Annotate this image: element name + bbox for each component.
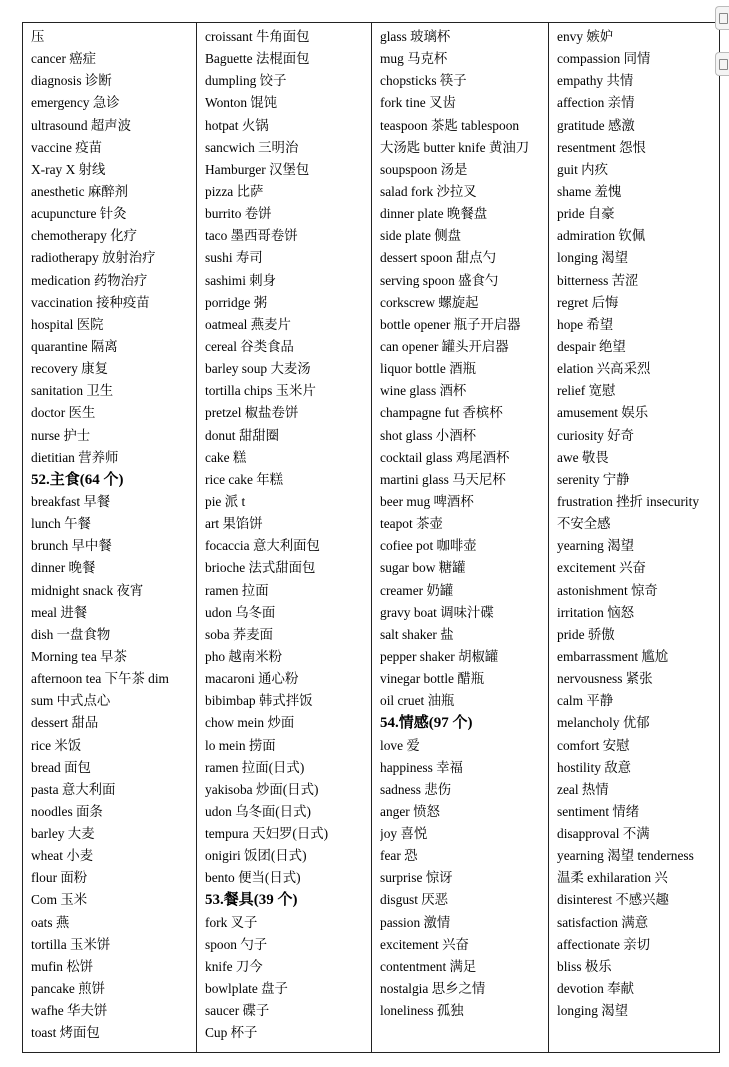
vocab-entry: gravy boat 调味汁碟 xyxy=(380,604,494,620)
vocab-entry: radiotherapy 放射治疗 xyxy=(31,250,156,266)
vocab-entry: donut 甜甜圈 xyxy=(205,427,280,443)
vocab-entry: satisfaction 满意 xyxy=(557,914,649,930)
vocab-entry: soupspoon 汤是 xyxy=(380,161,468,177)
vocab-entry: bitterness 苦涩 xyxy=(557,272,639,288)
vocab-entry: cereal 谷类食品 xyxy=(205,338,294,354)
vocab-entry: spoon 勺子 xyxy=(205,936,268,952)
vocab-entry: excitement 兴奋 xyxy=(557,560,646,576)
vocab-entry: soba 荞麦面 xyxy=(205,626,274,642)
vocab-entry: wheat 小麦 xyxy=(31,848,94,864)
vocab-entry: bibimbap 韩式拌饭 xyxy=(205,693,313,709)
vocab-entry: disapproval 不满 xyxy=(557,826,650,842)
vocab-entry: vinegar bottle 醋瓶 xyxy=(380,671,485,687)
vocab-entry: midnight snack 夜宵 xyxy=(31,582,144,598)
vocab-entry: dessert spoon 甜点勺 xyxy=(380,250,497,266)
vocab-entry: frustration 挫折 insecurity xyxy=(557,493,700,509)
vocab-entry: admiration 钦佩 xyxy=(557,228,646,244)
vocab-entry: acupuncture 针灸 xyxy=(31,206,127,222)
vocab-entry: flour 面粉 xyxy=(31,870,88,886)
vocab-entry: pride 骄傲 xyxy=(557,626,615,642)
vocab-entry: dinner plate 晚餐盘 xyxy=(380,206,488,222)
column-1 xyxy=(23,23,197,1052)
vocab-entry: devotion 奉献 xyxy=(557,981,634,997)
vocab-entry: salt shaker 盐 xyxy=(380,626,454,642)
vocab-entry: pie 派 t xyxy=(205,493,246,509)
vocab-entry: melancholy 优郁 xyxy=(557,715,650,731)
vocab-entry: cocktail glass 鸡尾酒杯 xyxy=(380,449,510,465)
vocab-entry: tortilla chips 玉米片 xyxy=(205,383,316,399)
vocab-entry: can opener 罐头开启器 xyxy=(380,338,509,354)
vocabulary-table xyxy=(22,22,720,1053)
vocab-entry: awe 敬畏 xyxy=(557,449,609,465)
vocab-entry: sadness 悲伤 xyxy=(380,781,452,797)
vocab-entry: Morning tea 早茶 xyxy=(31,648,127,664)
vocab-entry: longing 渴望 xyxy=(557,1003,629,1019)
vocab-entry: hope 希望 xyxy=(557,316,614,332)
vocab-entry: wafhe 华夫饼 xyxy=(31,1003,108,1019)
vocab-entry: recovery 康复 xyxy=(31,361,108,377)
vocab-entry: Cup 杯子 xyxy=(205,1025,258,1041)
vocab-entry: art 果馅饼 xyxy=(205,516,263,532)
vocab-entry: envy 嫉妒 xyxy=(557,29,614,44)
vocab-entry: yakisoba 炒面(日式) xyxy=(205,781,319,797)
vocab-entry: pepper shaker 胡椒罐 xyxy=(380,648,499,664)
vocab-entry: zeal 热情 xyxy=(557,781,609,797)
vocab-entry: anesthetic 麻醉剂 xyxy=(31,183,129,199)
vocab-entry: pho 越南米粉 xyxy=(205,648,282,664)
vocab-entry: Wonton 馄饨 xyxy=(205,95,278,111)
vocab-entry: doctor 医生 xyxy=(31,405,96,421)
copy-icon[interactable] xyxy=(715,6,729,30)
vocab-entry: cake 糕 xyxy=(205,449,247,465)
vocab-entry: happiness 幸福 xyxy=(380,759,463,775)
vocab-entry: sum 中式点心 xyxy=(31,693,111,709)
vocab-entry: sancwich 三明治 xyxy=(205,139,299,155)
vocab-entry: cofiee pot 咖啡壶 xyxy=(380,538,477,554)
vocab-entry: astonishment 惊奇 xyxy=(557,582,658,598)
vocab-entry: oil cruet 油瓶 xyxy=(380,693,455,709)
vocab-entry: embarrassment 尴尬 xyxy=(557,648,669,664)
vocab-entry: vaccination 接种疫苗 xyxy=(31,294,150,310)
vocab-entry: fork tine 叉齿 xyxy=(380,95,456,111)
vocab-entry: guit 内疚 xyxy=(557,161,608,177)
vocab-entry: liquor bottle 酒瓶 xyxy=(380,361,476,377)
vocab-entry: empathy 共情 xyxy=(557,73,634,89)
vocab-entry: rice 米饭 xyxy=(31,737,82,753)
vocab-entry: 不安全感 xyxy=(557,516,611,532)
vocab-entry: gratitude 感激 xyxy=(557,117,635,133)
vocab-entry: macaroni 通心粉 xyxy=(205,671,299,687)
vocab-entry: relief 宽慰 xyxy=(557,383,616,399)
vocab-entry: brioche 法式甜面包 xyxy=(205,560,316,576)
vocab-entry: oats 燕 xyxy=(31,914,70,930)
vocab-entry: dietitian 营养师 xyxy=(31,449,119,465)
vocab-entry: regret 后悔 xyxy=(557,294,619,310)
vocab-entry: barley soup 大麦汤 xyxy=(205,361,311,377)
vocab-entry: chopsticks 筷子 xyxy=(380,73,467,89)
vocab-entry: hotpat 火锅 xyxy=(205,117,269,133)
vocab-entry: pasta 意大利面 xyxy=(31,781,116,797)
vocab-entry: amusement 娱乐 xyxy=(557,405,649,421)
vocab-entry: toast 烤面包 xyxy=(31,1025,100,1041)
vocab-entry: dinner 晚餐 xyxy=(31,560,96,576)
vocab-entry: lunch 午餐 xyxy=(31,516,91,532)
vocab-entry: contentment 满足 xyxy=(380,958,477,974)
vocab-entry: bottle opener 瓶子开启器 xyxy=(380,316,521,332)
vocab-entry: barley 大麦 xyxy=(31,826,95,842)
vocab-entry: champagne fut 香槟杯 xyxy=(380,405,503,421)
vocab-entry: anger 愤怒 xyxy=(380,803,440,819)
vocab-entry: teaspoon 茶匙 tablespoon xyxy=(380,117,520,133)
vocab-entry: tempura 天妇罗(日式) xyxy=(205,826,329,842)
vocab-entry: onigiri 饭团(日式) xyxy=(205,848,307,864)
vocab-entry: focaccia 意大利面包 xyxy=(205,538,320,554)
vocab-entry: hospital 医院 xyxy=(31,316,104,332)
vocab-entry: diagnosis 诊断 xyxy=(31,73,112,89)
vocab-entry: brunch 早中餐 xyxy=(31,538,112,554)
vocab-entry: mufin 松饼 xyxy=(31,958,94,974)
vocab-entry: breakfast 早餐 xyxy=(31,493,111,509)
column-4 xyxy=(549,23,719,1052)
vocab-entry: medication 药物治疗 xyxy=(31,272,148,288)
column-2 xyxy=(197,23,372,1052)
vocab-entry: salad fork 沙拉叉 xyxy=(380,183,477,199)
vocab-entry: comfort 安慰 xyxy=(557,737,630,753)
vocab-entry: dish 一盘食物 xyxy=(31,626,111,642)
vocab-entry: sugar bow 糖罐 xyxy=(380,560,466,576)
vocab-entry: teapot 茶壶 xyxy=(380,516,443,532)
vocab-entry: 大汤匙 butter knife 黄油刀 xyxy=(380,139,530,155)
vocab-entry: pancake 煎饼 xyxy=(31,981,105,997)
section-heading: 54.情感(97 个) xyxy=(380,715,473,732)
clipboard-icon[interactable] xyxy=(715,52,729,76)
vocab-entry: Baguette 法棍面包 xyxy=(205,51,310,67)
vocab-entry: lo mein 捞面 xyxy=(205,737,276,753)
vocab-entry: nostalgia 思乡之情 xyxy=(380,981,486,997)
vocab-entry: irritation 恼怒 xyxy=(557,604,634,620)
vocab-entry: bliss 极乐 xyxy=(557,958,612,974)
vocab-entry: mug 马克杯 xyxy=(380,51,448,67)
vocab-entry: afternoon tea 下午茶 dim xyxy=(31,671,169,687)
vocab-entry: udon 乌冬面 xyxy=(205,604,276,620)
vocab-entry: wine glass 酒杯 xyxy=(380,383,467,399)
vocab-entry: bento 便当(日式) xyxy=(205,870,301,886)
vocab-entry: noodles 面条 xyxy=(31,803,103,819)
vocab-entry: 压 xyxy=(31,29,45,44)
vocab-entry: passion 激情 xyxy=(380,914,451,930)
vocab-entry: sentiment 情绪 xyxy=(557,803,640,819)
vocab-entry: ramen 拉面 xyxy=(205,582,269,598)
vocab-entry: despair 绝望 xyxy=(557,338,626,354)
vocab-entry: resentment 怨恨 xyxy=(557,139,646,155)
vocab-entry: dessert 甜品 xyxy=(31,715,99,731)
vocab-entry: serenity 宁静 xyxy=(557,471,630,487)
section-heading: 52.主食(64 个) xyxy=(31,471,124,488)
vocab-entry: taco 墨西哥卷饼 xyxy=(205,228,298,244)
vocab-entry: compassion 同情 xyxy=(557,51,651,67)
vocab-entry: fear 恐 xyxy=(380,848,418,864)
vocab-entry: bread 面包 xyxy=(31,759,91,775)
vocab-entry: quarantine 隔离 xyxy=(31,338,118,354)
vocab-entry: sashimi 刺身 xyxy=(205,272,277,288)
vocab-entry: sanitation 卫生 xyxy=(31,383,114,399)
vocab-entry: beer mug 啤酒杯 xyxy=(380,493,474,509)
vocab-entry: hostility 敌意 xyxy=(557,759,632,775)
vocab-entry: porridge 粥 xyxy=(205,294,268,310)
vocab-entry: meal 进餐 xyxy=(31,604,88,620)
vocab-entry: 温柔 exhilaration 兴 xyxy=(557,870,668,886)
vocab-entry: nervousness 紧张 xyxy=(557,671,653,687)
vocab-entry: rice cake 年糕 xyxy=(205,471,284,487)
vocab-entry: saucer 碟子 xyxy=(205,1003,270,1019)
vocab-entry: disinterest 不感兴趣 xyxy=(557,892,669,908)
vocab-entry: cancer 癌症 xyxy=(31,51,97,67)
vocab-entry: yearning 渴望 tenderness xyxy=(557,848,694,864)
vocab-entry: chemotherapy 化疗 xyxy=(31,228,137,244)
vocab-entry: tortilla 玉米饼 xyxy=(31,936,111,952)
vocab-entry: emergency 急诊 xyxy=(31,95,120,111)
vocab-entry: serving spoon 盛食勺 xyxy=(380,272,499,288)
column-3 xyxy=(372,23,549,1052)
vocab-entry: yearning 渴望 xyxy=(557,538,634,554)
vocab-entry: bowlplate 盘子 xyxy=(205,981,288,997)
vocab-entry: elation 兴高采烈 xyxy=(557,361,651,377)
vocab-entry: surprise 惊讶 xyxy=(380,870,453,886)
vocab-entry: loneliness 孤独 xyxy=(380,1003,464,1019)
vocab-entry: shame 羞愧 xyxy=(557,183,622,199)
vocab-entry: oatmeal 燕麦片 xyxy=(205,316,291,332)
vocab-entry: nurse 护士 xyxy=(31,427,91,443)
vocab-entry: sushi 寿司 xyxy=(205,250,263,266)
vocab-entry: X-ray X 射线 xyxy=(31,161,106,177)
section-heading: 53.餐具(39 个) xyxy=(205,892,298,909)
vocab-entry: pride 自豪 xyxy=(557,206,615,222)
vocab-entry: ramen 拉面(日式) xyxy=(205,759,305,775)
vocab-entry: knife 刀今 xyxy=(205,958,263,974)
vocab-entry: shot glass 小酒杯 xyxy=(380,427,476,443)
vocab-entry: joy 喜悦 xyxy=(380,826,428,842)
vocab-entry: calm 平静 xyxy=(557,693,614,709)
vocab-entry: dumpling 饺子 xyxy=(205,73,287,89)
vocab-entry: udon 乌冬面(日式) xyxy=(205,803,312,819)
vocab-entry: chow mein 炒面 xyxy=(205,715,295,731)
vocab-entry: curiosity 好奇 xyxy=(557,427,634,443)
vocab-entry: fork 叉子 xyxy=(205,914,258,930)
vocab-entry: vaccine 疫苗 xyxy=(31,139,103,155)
side-toolbar xyxy=(715,0,729,90)
vocab-entry: creamer 奶罐 xyxy=(380,582,454,598)
vocab-entry: pizza 比萨 xyxy=(205,183,264,199)
vocab-entry: excitement 兴奋 xyxy=(380,936,469,952)
vocab-entry: burrito 卷饼 xyxy=(205,206,272,222)
vocab-entry: pretzel 椒盐卷饼 xyxy=(205,405,299,421)
vocab-entry: martini glass 马天尼杯 xyxy=(380,471,506,487)
vocab-entry: croissant 牛角面包 xyxy=(205,29,310,44)
vocab-entry: disgust 厌恶 xyxy=(380,892,449,908)
vocab-entry: glass 玻璃杯 xyxy=(380,29,451,44)
vocab-entry: Com 玉米 xyxy=(31,892,88,908)
vocab-entry: ultrasound 超声波 xyxy=(31,117,132,133)
vocab-entry: corkscrew 螺旋起 xyxy=(380,294,479,310)
vocab-entry: Hamburger 汉堡包 xyxy=(205,161,310,177)
vocab-entry: side plate 侧盘 xyxy=(380,228,462,244)
vocab-entry: affection 亲情 xyxy=(557,95,635,111)
vocab-entry: love 爱 xyxy=(380,737,420,753)
vocab-entry: longing 渴望 xyxy=(557,250,629,266)
vocab-entry: affectionate 亲切 xyxy=(557,936,651,952)
